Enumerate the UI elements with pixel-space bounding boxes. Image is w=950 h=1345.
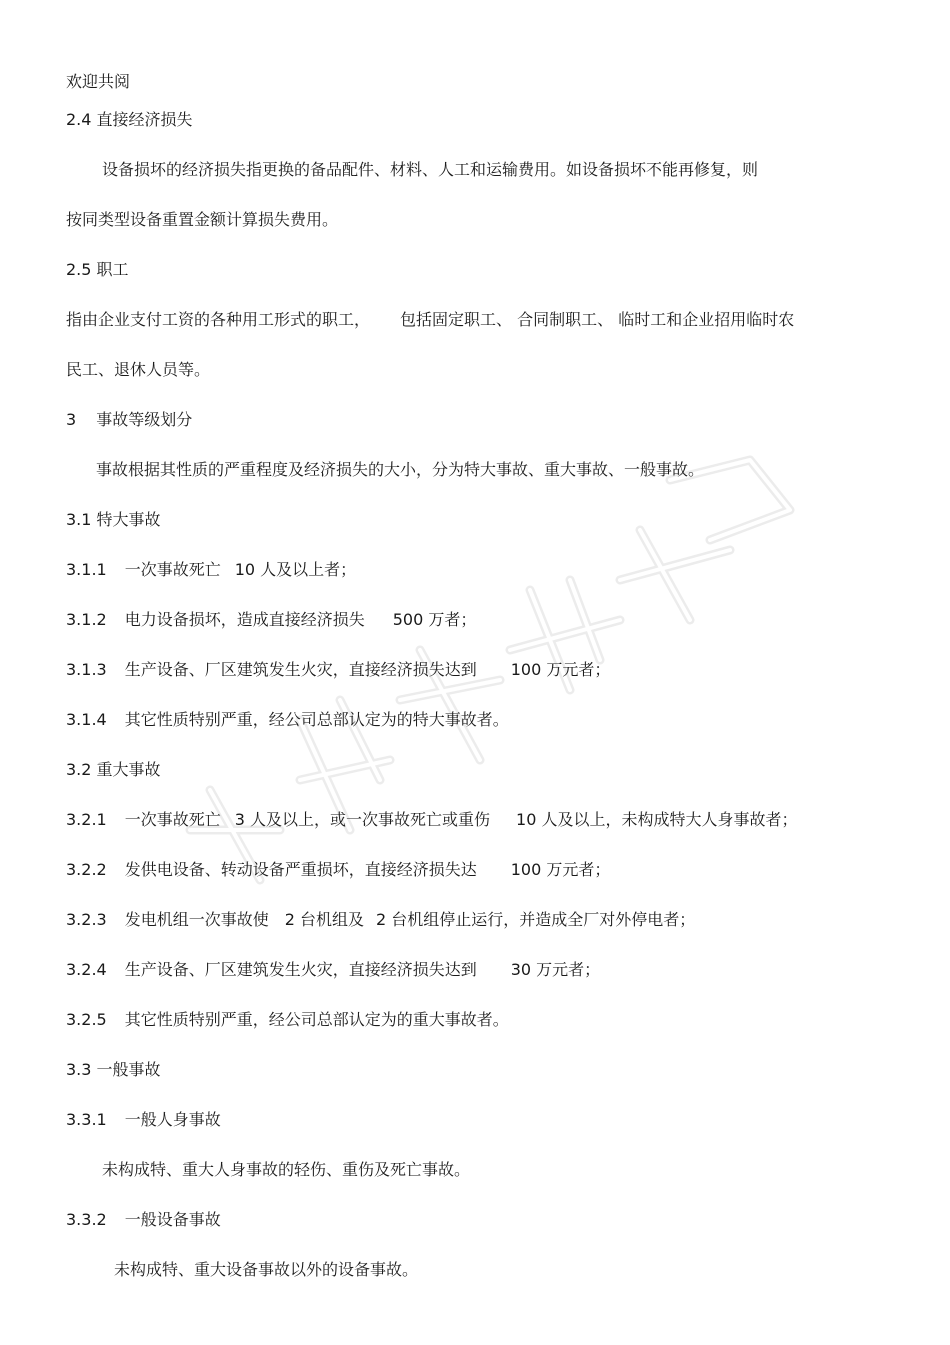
item-number: 3.2.1 bbox=[66, 810, 107, 829]
section-2-5-paragraph-line-2: 民工、退休人员等。 bbox=[66, 360, 211, 379]
item-number: 3.2.5 bbox=[66, 1010, 107, 1029]
item-3-2-1 bbox=[66, 810, 797, 830]
section-2-5-text-b: 包括固定职工、 合同制职工、 临时工和企业招用临时农 bbox=[400, 310, 795, 329]
item-3-1-3 bbox=[66, 660, 610, 680]
section-2-5-title: 2.5 职工 bbox=[66, 260, 129, 279]
item-number: 3.1.1 bbox=[66, 560, 107, 579]
watermark bbox=[150, 360, 830, 920]
item-3-2-3 bbox=[66, 910, 695, 930]
item-text: 一次事故死亡 bbox=[124, 560, 221, 579]
item-text: 其它性质特别严重，经公司总部认定为的特大事故者。 bbox=[124, 710, 509, 729]
page-header: 欢迎共阅 bbox=[66, 72, 131, 91]
item-value: 10 人及以上者； bbox=[234, 560, 357, 579]
item-3-1-2 bbox=[66, 610, 476, 630]
item-number: 3.3.1 bbox=[66, 1110, 107, 1129]
item-text-3: 2 台机组停止运行，并造成全厂对外停电者； bbox=[376, 910, 696, 929]
section-2-5-text-a: 指由企业支付工资的各种用工形式的职工， bbox=[66, 310, 371, 329]
section-3-1-title: 3.1 特大事故 bbox=[66, 510, 161, 529]
item-3-1-4 bbox=[66, 710, 509, 730]
item-text: 生产设备、厂区建筑发生火灾，直接经济损失达到 bbox=[124, 960, 477, 979]
section-3-3-title: 3.3 一般事故 bbox=[66, 1060, 161, 1079]
section-2-4-paragraph-line-2: 按同类型设备重置金额计算损失费用。 bbox=[66, 210, 339, 229]
item-3-3-1-text: 未构成特、重大人身事故的轻伤、重伤及死亡事故。 bbox=[102, 1160, 471, 1179]
item-text: 发供电设备、转动设备严重损坏，直接经济损失达 bbox=[124, 860, 477, 879]
item-text: 其它性质特别严重，经公司总部认定为的重大事故者。 bbox=[124, 1010, 509, 1029]
item-3-2-4 bbox=[66, 960, 600, 980]
item-number: 3.2.4 bbox=[66, 960, 107, 979]
item-value: 100 万元者； bbox=[510, 660, 611, 679]
item-text-2: 3 人及以上，或一次事故死亡或重伤 bbox=[234, 810, 491, 829]
item-3-3-2-text: 未构成特、重大设备事故以外的设备事故。 bbox=[114, 1260, 419, 1279]
item-title: 一般设备事故 bbox=[124, 1210, 221, 1229]
item-number: 3.1.2 bbox=[66, 610, 107, 629]
item-number: 3.3.2 bbox=[66, 1210, 107, 1229]
item-number: 3.2.3 bbox=[66, 910, 107, 929]
item-title: 一般人身事故 bbox=[124, 1110, 221, 1129]
item-value: 500 万者； bbox=[392, 610, 477, 629]
item-text-3: 10 人及以上，未构成特大人身事故者； bbox=[516, 810, 798, 829]
item-value: 100 万元者； bbox=[510, 860, 611, 879]
item-value: 30 万元者； bbox=[510, 960, 601, 979]
item-text: 发电机组一次事故使 bbox=[124, 910, 269, 929]
item-3-3-2 bbox=[66, 1210, 221, 1230]
item-text-2: 2 台机组及 bbox=[284, 910, 365, 929]
item-3-1-1 bbox=[66, 560, 356, 580]
item-text: 生产设备、厂区建筑发生火灾，直接经济损失达到 bbox=[124, 660, 477, 679]
section-2-5-paragraph-line-1 bbox=[66, 310, 794, 330]
section-2-4-title: 2.4 直接经济损失 bbox=[66, 110, 193, 129]
item-number: 3.2.2 bbox=[66, 860, 107, 879]
section-3-number: 3 bbox=[66, 410, 77, 429]
item-3-2-2 bbox=[66, 860, 610, 880]
item-3-2-5 bbox=[66, 1010, 509, 1030]
item-3-3-1 bbox=[66, 1110, 221, 1130]
section-3-title bbox=[66, 410, 192, 430]
item-text: 一次事故死亡 bbox=[124, 810, 221, 829]
section-3-2-title: 3.2 重大事故 bbox=[66, 760, 161, 779]
item-number: 3.1.3 bbox=[66, 660, 107, 679]
section-3-title-text: 事故等级划分 bbox=[96, 410, 193, 429]
section-3-intro: 事故根据其性质的严重程度及经济损失的大小，分为特大事故、重大事故、一般事故。 bbox=[96, 460, 705, 479]
section-2-4-paragraph-line-1: 设备损坏的经济损失指更换的备品配件、材料、人工和运输费用。如设备损坏不能再修复，则 bbox=[102, 160, 759, 179]
item-text: 电力设备损坏，造成直接经济损失 bbox=[124, 610, 365, 629]
item-number: 3.1.4 bbox=[66, 710, 107, 729]
